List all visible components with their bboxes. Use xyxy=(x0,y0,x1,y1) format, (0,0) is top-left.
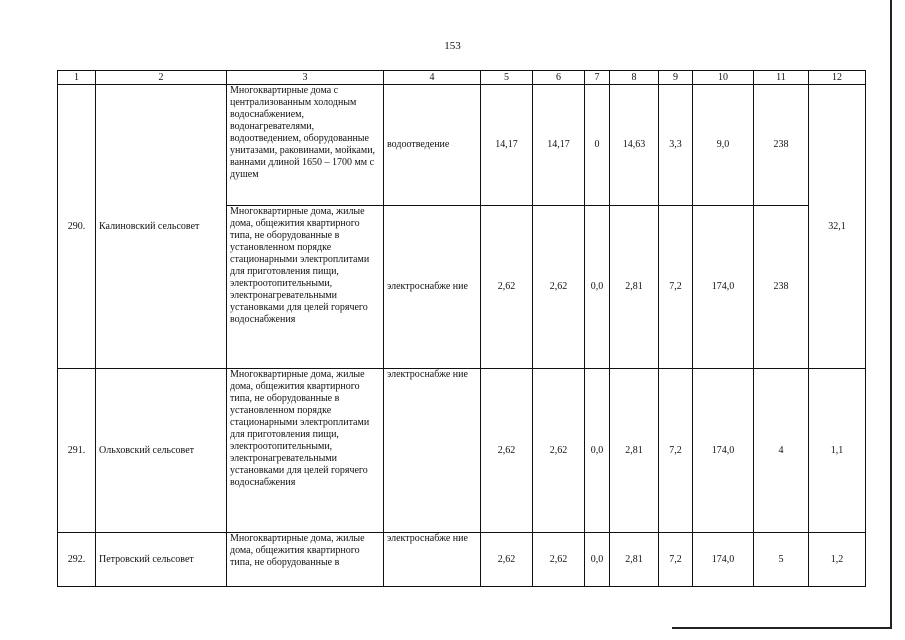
value-col-10: 174,0 xyxy=(693,533,754,587)
housing-description-text: Многоквартирные дома, жилые дома, общежития квартирного типа, не оборудованные в установленном порядке стационарными электроплитами для приготовления пищи, электроотопительными, электронагревательными установками для целей горячего водоснабжения xyxy=(230,369,370,488)
utility-type: электроснабже ние xyxy=(384,206,481,369)
value-col-6: 2,62 xyxy=(533,533,585,587)
housing-description xyxy=(227,206,384,369)
value-col-8: 2,81 xyxy=(610,533,659,587)
value-col-6: 2,62 xyxy=(533,369,585,533)
settlement-name: Калиновский сельсовет xyxy=(96,85,227,369)
value-col-5: 14,17 xyxy=(481,85,533,206)
utility-type: электроснабже ние xyxy=(384,369,481,533)
housing-description xyxy=(227,85,384,206)
table-row xyxy=(58,85,866,206)
column-header: 7 xyxy=(585,71,610,85)
column-header: 8 xyxy=(610,71,659,85)
table-row xyxy=(58,369,866,533)
housing-description-text: Многоквартирные дома, жилые дома, общежития квартирного типа, не оборудованные в установленном порядке стационарными электроплитами для приготовления пищи, электроотопительными, электронагревательными установками для целей горячего водоснабжения xyxy=(230,206,370,325)
value-col-8: 2,81 xyxy=(610,369,659,533)
value-col-10: 174,0 xyxy=(693,206,754,369)
value-col-11: 5 xyxy=(754,533,809,587)
value-col-9: 7,2 xyxy=(659,369,693,533)
value-col-8: 2,81 xyxy=(610,206,659,369)
settlement-name: Петровский сельсовет xyxy=(96,533,227,587)
value-col-7: 0 xyxy=(585,85,610,206)
value-col-7: 0,0 xyxy=(585,206,610,369)
housing-description-text: Многоквартирные дома с централизованным холодным водоснабжением, водонагревателями, водоотведением, оборудованные унитазами, раковинами, мойками, ваннами длиной 1650 – 1700 мм с душем xyxy=(230,85,376,180)
column-header: 1 xyxy=(58,71,96,85)
column-header: 9 xyxy=(659,71,693,85)
value-col-11: 238 xyxy=(754,206,809,369)
table-header-row xyxy=(58,71,866,85)
row-number: 292. xyxy=(58,533,96,587)
table-row xyxy=(58,533,866,587)
column-header: 6 xyxy=(533,71,585,85)
value-col-11: 4 xyxy=(754,369,809,533)
housing-description-text: Многоквартирные дома, жилые дома, общежития квартирного типа, не оборудованные в xyxy=(230,533,365,568)
utility-type: водоотведение xyxy=(384,85,481,206)
value-col-11: 238 xyxy=(754,85,809,206)
tariff-table xyxy=(57,70,866,587)
settlement-name: Ольховский сельсовет xyxy=(96,369,227,533)
column-header: 12 xyxy=(809,71,866,85)
housing-description xyxy=(227,369,384,533)
value-col-7: 0,0 xyxy=(585,533,610,587)
value-col-12: 1,2 xyxy=(809,533,866,587)
value-col-5: 2,62 xyxy=(481,369,533,533)
column-header: 11 xyxy=(754,71,809,85)
value-col-9: 7,2 xyxy=(659,206,693,369)
value-col-6: 14,17 xyxy=(533,85,585,206)
row-number: 291. xyxy=(58,369,96,533)
page-number: 153 xyxy=(444,40,461,52)
value-col-8: 14,63 xyxy=(610,85,659,206)
column-header: 2 xyxy=(96,71,227,85)
value-col-5: 2,62 xyxy=(481,533,533,587)
utility-type: электроснабже ние xyxy=(384,533,481,587)
value-col-9: 3,3 xyxy=(659,85,693,206)
column-header: 5 xyxy=(481,71,533,85)
scan-edge-right xyxy=(890,0,892,628)
column-header: 10 xyxy=(693,71,754,85)
housing-description xyxy=(227,533,384,587)
value-col-9: 7,2 xyxy=(659,533,693,587)
value-col-6: 2,62 xyxy=(533,206,585,369)
value-col-12: 1,1 xyxy=(809,369,866,533)
column-header: 3 xyxy=(227,71,384,85)
value-col-5: 2,62 xyxy=(481,206,533,369)
value-col-12: 32,1 xyxy=(809,85,866,369)
scan-edge-bottom xyxy=(672,627,892,629)
value-col-10: 9,0 xyxy=(693,85,754,206)
row-number: 290. xyxy=(58,85,96,369)
value-col-10: 174,0 xyxy=(693,369,754,533)
value-col-7: 0,0 xyxy=(585,369,610,533)
column-header: 4 xyxy=(384,71,481,85)
